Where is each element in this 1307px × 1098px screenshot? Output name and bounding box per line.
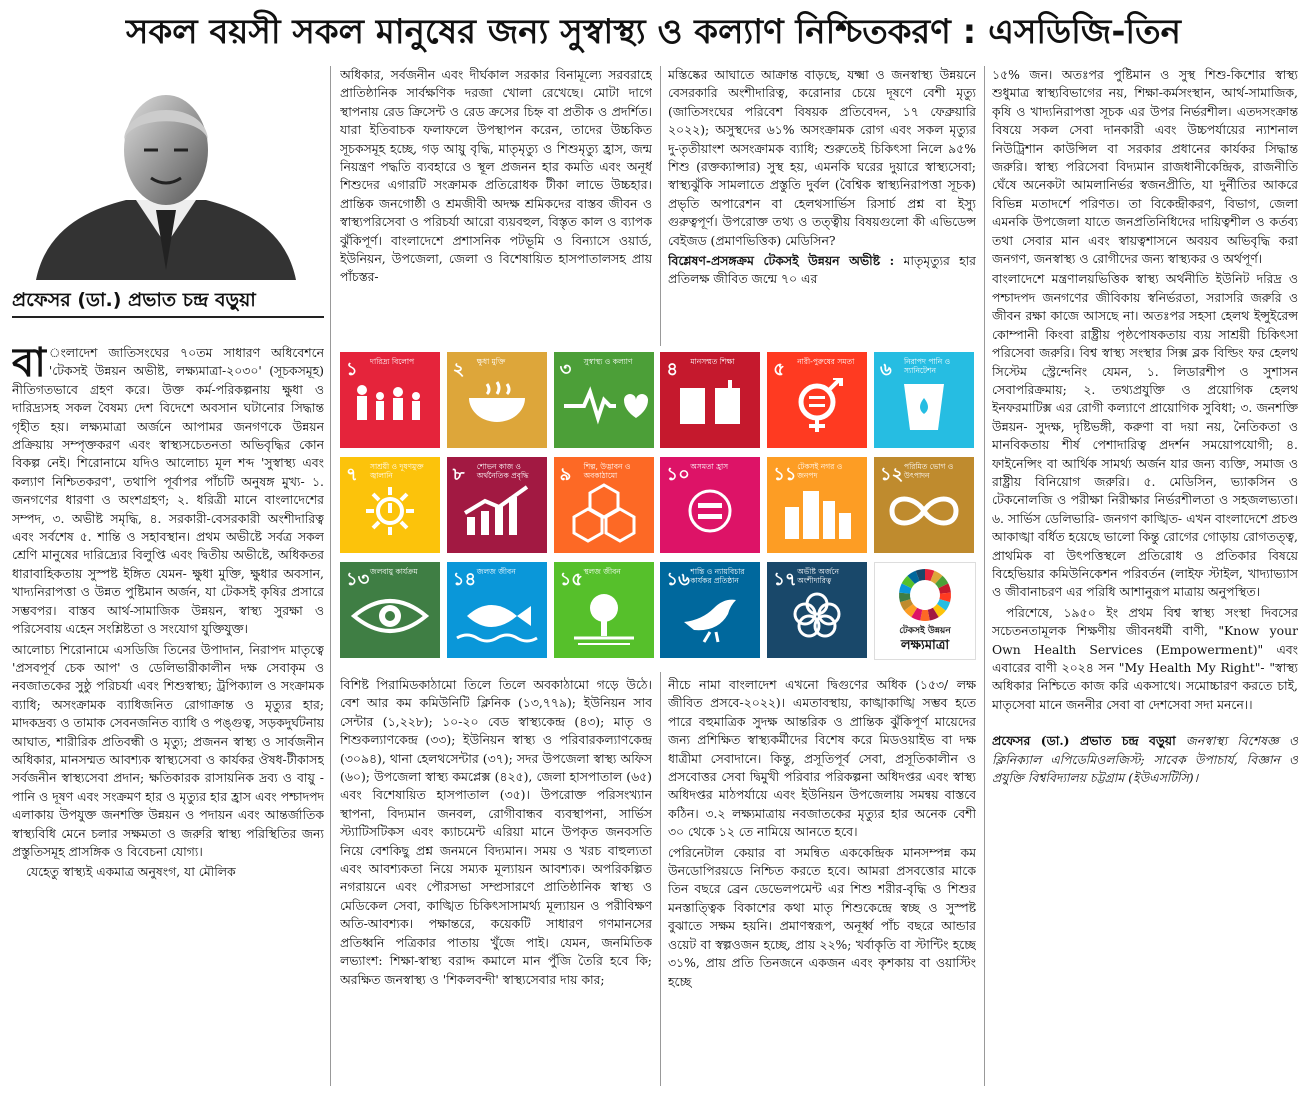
byline-divider [12,316,324,318]
sdg-number: ৪ [666,359,679,380]
column-2-top [340,66,652,348]
sdg-label: শিল্প, উদ্ভাবন ও অবকাঠামো [583,462,631,480]
cubes-icon [554,483,654,545]
dove-icon [660,588,760,650]
paragraph: নীচে নামা বাংলাদেশ এখনো দ্বিগুণের অধিক (১৫৩/ লক্ষ জীবিত প্রসবে-২০২২)। এমতাবস্থায়, কাঙ্খাকাঙ্খি সম্ভব হতে পারে বহুমাত্রিক সুদক্ষ আন্তরিক ও প্রান্তিক ঝুঁকিপূর্ণ মায়েদের জন্য প্রশিক্ষিত স্বাস্থ্যকর্মীদের বিশেষ করে মিডওয়াইভ বা দক্ষ ধাত্রীমা সেবাদানে। কিন্তু, প্রসূতিপূর্ব সেবা, প্রসূতিকালীন ও প্রসবোত্তর সেবা দ্বিমুখী পরিবার পরিকল্পনা অধিদপ্তর এবং স্বাস্থ্য অধিদপ্তর মাঠপর্যায়ে এবং ইউনিয়ন উপজেলায় সমন্বয় বাস্তবে কঠিন। ৩.২ লক্ষ্যমাত্রায় নবজাতকের মৃত্যুর হার অনেক বেশী ৩০ থেকে ১২ তে নামিয়ে আনতে হবে। [668,677,976,840]
sdg-number: ৩ [559,359,572,380]
sdg-number: ১২ [880,464,904,485]
sdg-number: ১১ [773,464,797,485]
sdg-number: ৯ [559,464,572,485]
sdg-label: অভীষ্ট অর্জনে অংশীদারিত্ব [797,567,839,585]
sdg-tile [447,562,547,658]
paragraph-text: ংলাদেশ জাতিসংঘের ৭০তম সাধারণ অধিবেশনে 'টেকসই উন্নয়ন অভীষ্ট, লক্ষ্যমাত্রা-২০৩০' (সূচকসমূহ) নীতিগতভাবে গ্রহণ করে। উক্ত কর্ম-পরিকল্পনায় ক্ষুধা ও দারিদ্র্যসহ সকল বৈষম্য দেশ বিদেশে অবসান ঘটানোর সিদ্ধান্ত গৃহীত হয়। লক্ষ্যমাত্রা অর্জনে আপামর জনগণকে উন্নয়ন প্রক্রিয়ায় সম্পৃক্তকরণ এবং স্বাস্থ্যসচেতনতা অভিবৃদ্ধির কোন বিকল্প নেই। শিরোনামে যদিও আলোচ্য মূল শব্দ 'সুস্বাস্থ্য এবং কল্যাণ নিশ্চিতকরণ', তথাপি পূর্বাপর পাঁচটি অনুষঙ্গ মুখ্য- ১. জনগণের ধারণা ও অংশগ্রহণ; ২. ধরিত্রী মানে বাংলাদেশের সম্পদ, ৩. অভীষ্ট সমৃদ্ধি, ৪. সরকারী-বেসরকারী অংশীদারিত্ব এবং সর্বশেষ ৫. শান্তি ও সহাবস্থান। প্রথম অভীষ্টে সর্বত্র সকল শ্রেণি মানুষের দারিদ্র্যের বিলুপ্তি এবং দ্বিতীয় অভীষ্টে, অধিকতর ধারাবাহিকতায় সুস্পষ্ট ইঙ্গিত যেমন- ক্ষুধা মুক্তি, ক্ষুধার অবসান, খাদ্যনিরাপত্তা ও উন্নত পুষ্টিমান অর্জন, যা টেকসই কৃষির প্রসারে সম্ভবপর। বাস্তব আর্থ-সামাজিক উন্নয়ন, স্বাস্থ্য সুরক্ষা ও পরিসেবায় এহেন সংশ্লিষ্টতা ও সংযোগ যুক্তিযুক্ত। [12,345,324,637]
sdg-label: ক্ষুধা মুক্তি [476,357,506,366]
sdg-wheel-icon [875,565,975,625]
sdg-number: ১৭ [773,569,797,590]
sdg-tile [447,457,547,553]
equality-icon [660,483,760,545]
sdg-label: জলজ জীবন [476,567,516,576]
signature-title: জনস্বাস্থ্য বিশেষজ্ঞ ও ক্লিনিক্যাল এপিডেমিওলজিস্ট; সাবেক উপাচার্য, বিজ্ঞান ও প্রযুক্তি বিশ্ববিদ্যালয় চট্টগ্রাম (ইউএসটিসি)। [992,733,1298,786]
sdg-tile [554,457,654,553]
sdg-number: ২ [452,359,465,380]
sdg-tile [340,352,440,448]
infinity-icon [874,483,974,545]
sdg-label: পরিমিত ভোগ ও উৎপাদন [904,462,954,480]
sdg-number: ১ [346,359,358,380]
drop-cap: বা [12,344,46,386]
paragraph [668,252,976,289]
sdg-number: ১৬ [666,569,690,590]
paragraph: অধিকার, সর্বজনীন এবং দীর্ঘকাল সরকার বিনামূল্যে সরবরাহে প্রাতিষ্ঠানিক সার্বক্ষণিক দরজা খোলা রেখেছে। মোটা দাগে স্থাপনায় রেড ক্রিসেন্ট ও রেড ক্রসের চিহ্ন বা প্রতীক ও প্রদর্শিত। যারা ইতিবাচক ফলাফলে উপস্থাপন করেন, তাদের উচ্চকিত সূচকসমূহ হচ্ছে, গড় আয়ু বৃদ্ধি, মাতৃমৃত্যু ও শিশুমৃত্যু হ্রাস, জন্ম নিয়ন্ত্রণ পদ্ধতি ব্যবহারে ও স্থূল প্রজনন হার কমতি এবং অনূর্ধ শিশুদের এগারটি সংক্রামক প্রতিরোধক টীকা লাভে উচ্চহার। প্রান্তিক জনগোষ্ঠী ও শ্রমজীবী অদক্ষ শ্রমিকদের বাস্তব জীবন ও স্বাস্থ্যপরিসেবা ও পরিচর্যা আরো ব্যয়বহুল, বিস্তৃত কাল ও ব্যাপক ঝুঁকিপূর্ণ। বাংলাদেশে প্রশাসনিক পটভূমি ও বিন্যাসে ওয়ার্ড, ইউনিয়ন, উপজেলা, জেলা ও বিশেষায়িত হাসপাতালসহ প্রায় পাঁচস্তর- [340,67,652,285]
sdg-tile [340,562,440,658]
signature-name: প্রফেসর (ডা.) প্রভাত চন্দ্র বড়ুয়া [992,733,1176,749]
sdg-label: জলবায়ু কার্যক্রম [370,567,418,576]
people-icon [340,378,440,440]
sdg-tile [340,457,440,553]
sdg-number: ৮ [452,464,465,485]
tree-icon [554,588,654,650]
paragraph [12,344,324,639]
sdg-tile [767,457,867,553]
sdg-label: স্থলজ জীবন [583,567,621,576]
sdg-label: সাশ্রয়ী ও দূষণমুক্ত জ্বালানি [370,462,424,480]
sdg-tile [874,457,974,553]
column-4 [992,66,1298,1088]
sdg-label: শোভন কাজ ও অর্থনৈতিক প্রবৃদ্ধি [476,462,529,480]
sdg-number: ৬ [880,359,892,380]
column-divider [660,672,661,1086]
paragraph-text: মাতৃমৃত্যুর হার প্রতিলক্ষ জীবিত জন্মে ৭০ এর [668,253,976,287]
sdg-label: দারিদ্র্য বিলোপ [370,357,415,366]
sdg-tile [660,352,760,448]
paragraph: যেহেতু স্বাস্থ্যই একমাত্র অনুষংগ, যা মৌলিক [26,864,236,880]
sdg-logo-tile [874,562,976,660]
sdg-tile [767,562,867,658]
author-signature [992,732,1298,787]
sdg-goals-grid [340,352,974,664]
bowl-icon [447,378,547,440]
paragraph: মস্তিষ্কের আঘাতে আক্রান্ত বাড়ছে, যক্ষ্মা ও জনস্বাস্থ্য উন্নয়নে বেসরকারি অংশীদারিত্ব, করোনার চেয়ে দূষণে বেশী মৃত্যু (জাতিসংঘের পরিবেশ বিষয়ক প্রতিবেদন, ১৭ ফেব্রুয়ারি ২০২২); অসুস্থদের ৬১% অসংক্রামক রোগ এবং সকল মৃত্যুর দু-তৃতীয়াংশ অসংক্রামক ব্যাধি; শুরুতেই চিকিৎসা নিলে ৯৫% শিশু (রক্তক্যান্সার) সুস্থ হয়, এমনকি ঘরের দুয়ারে স্বাস্থ্যসেবা; স্বাস্থ্যঝুঁকি সামলাতে প্রস্তুতি দুর্বল (বৈশ্বিক স্বাস্থ্যনিরাপত্তা সূচক) প্রভৃতি অপারেশন বা হেলথসার্ভিস রিসার্চ প্রশ্ন বা ইস্যু গুরুত্বপূর্ণ। উপরোক্ত তথ্য ও তত্ত্বীয় বিষয়গুলো কী এভিডেন্স বেইজড (প্রমাণভিত্তিক) মেডিসিন? [668,67,976,248]
sdg-label: অসমতা হ্রাস [690,462,729,471]
sdg-tile [660,457,760,553]
column-2-bottom [340,676,652,1088]
sdg-number: ১০ [666,464,690,485]
sdg-number: ১৫ [559,569,583,590]
author-portrait-image [16,70,316,280]
sdg-label: নারী-পুরুষের সমতা [797,357,855,366]
logo-title: লক্ষ্যমাত্রা [900,638,950,653]
heartbeat-icon [554,378,654,440]
growth-chart-icon [447,483,547,545]
sdg-tile [874,352,974,448]
column-divider [330,66,331,1086]
subhead: বিশ্লেষণ-প্রসঙ্গক্রম টেকসই উন্নয়ন অভীষ্ট : [668,253,895,269]
column-3-top [668,66,976,348]
column-1 [12,344,324,1088]
city-icon [767,483,867,545]
paragraph: পরিশেষে, ১৯৫০ ইং প্রথম বিশ্ব স্বাস্থ্য সংস্থা দিবসের সচেতনতামূলক শিক্ষণীয় জীবনধর্মী বাণী, "Know your Own Health Services (Empowerment)" এবং এবারের বাণী ২০২৪ সন "My Health My Right"- "স্বাস্থ্য অধিকার নিশ্চিতে কাজ করি একসাথে। সমোচ্চারণ করতে চাই, মাতৃসেবা মানে জননীর সেবা বা দেশসেবা সদা মননে।। [992,604,1298,712]
sdg-tile [660,562,760,658]
sdg-number: ১৩ [346,569,370,590]
paragraph: পেরিনেটাল কেয়ার বা সমন্বিত এককেন্দ্রিক মানসম্পন্ন কম উনডোপিরয়ডে নিশ্চিত করতে হবে। আমরা প্রসবত্তোর মাকে তিন বছরে ব্রেন ডেভেলপমেন্ট এর শিশু শরীর-বৃদ্ধি ও শিশুর মনস্তাত্ত্বিক বিকাশের কথা মাতৃ শিশুকেন্দ্রে স্বচ্ছ ও সুস্পষ্ট বুঝাতে সক্ষম হয়নি। প্রমাণস্বরূপ, অনূর্ধ্ব পাঁচ বছরে আন্ডার ওয়েট বা স্বল্পওজন হচ্ছে, প্রায় ২২%; খর্বাকৃতি বা স্টান্টিং হচ্ছে ৩১%, প্রায় প্রতি তিনজনে একজন এবং কৃশকায় বা ওয়াস্টিং হচ্ছে [668,844,976,989]
author-name: প্রফেসর (ডা.) প্রভাত চন্দ্র বড়ুয়া [12,289,256,311]
sdg-label: টেকসই নগর ও জনপদ [797,462,843,480]
sdg-tile [554,352,654,448]
fish-icon [447,588,547,650]
gender-icon [767,378,867,440]
column-divider [984,66,985,1086]
rings-icon [767,588,867,650]
sdg-number: ৫ [773,359,785,380]
sdg-label: সুস্বাস্থ্য ও কল্যাণ [583,357,633,366]
logo-caption: টেকসই উন্নয়ন [899,626,951,636]
sdg-label: শান্তি ও ন্যায়বিচার কার্যকর প্রতিষ্ঠান [690,567,745,585]
sdg-tile [447,352,547,448]
column-divider [660,66,661,346]
column-3-bottom [668,676,976,1088]
water-glass-icon [874,378,974,440]
sdg-tile [554,562,654,658]
eye-earth-icon [340,588,440,650]
sdg-number: ১৪ [452,569,477,590]
author-portrait [16,70,316,280]
book-icon [660,378,760,440]
headline: সকল বয়সী সকল মানুষের জন্য সুস্বাস্থ্য ও কল্যাণ নিশ্চিতকরণ : এসডিজি-তিন [126,12,1181,52]
paragraph: বাংলাদেশে মন্ত্রণালয়ভিত্তিক স্বাস্থ্য অর্থনীতি ইউনিট দরিদ্র ও পশ্চাদপদ জনগণের জীবিকায় স্বনির্ভরতা, সরাসরি জরুরি ও জীবন রক্ষা কাজে আসছে না। অতঃপর সহসা হেলথ ইন্সুইরেন্স কোম্পানী কিংবা রাষ্ট্রীয় পৃষ্ঠপোষকতায় ব্যয় সাশ্রয়ী চিকিৎসা পরিসেবা জরুরি। বিশ্ব স্বাস্থ্য সংস্থার সিক্স ব্লক বিল্ডিং ফর হেলথ সিস্টেম স্ট্রেন্দেনিং যেমন, ১. লিডারশীপ ও সুশাসন সেবাপরিক্রমায়; ২. তথ্যপ্রযুক্তি ও প্রয়োগিক হেলথ ইনফরমাটিক্স এর রোগী কল্যাণে প্রায়োগিক সুবিধা; ৩. জনশক্তি উন্নয়ন- সুদক্ষ, দৃষ্টিভঙ্গী, করুণা বা দয়া নয়, নৈতিকতা ও মানবিকতায় শীর্ষ পেশাদারিত্ব প্রদর্শন সময়োপযোগী; ৪. ফাইনেন্সিং বা আর্থিক সামর্থ্য অর্জন যার জন্য ব্যক্তি, সমাজ ও রাষ্ট্রীয় বিনিয়োগ জরুরি। ৫. মেডিসিন, ভ্যাকসিন ও টেকনোলজি ও পরীক্ষা নিরীক্ষার নির্ভরশীলতা ও সহজলভ্যতা। ৬. সার্ভিস ডেলিভারি- জনগণ কাঙ্খিত- এখন বাংলাদেশে প্রচণ্ড আকাঙ্খা বর্ধিত হয়েছে ভালো কিন্তু রোগের গোড়ায় রোগতত্ত্ব, প্রাথমিক বা উৎপত্তিস্থলে প্রতিরোধ ও প্রতিকার বিষয়ে বিহেভিয়ার কমিউনিকেশন পরিবর্তন (লাইফ স্টাইল, খাদ্যাভ্যাস ও জীবানাচরণ এর পরিধি আশানুরূপ মাত্রায় অনুপস্থিত। [992,271,1298,600]
sdg-tile [767,352,867,448]
sdg-number: ৭ [346,464,358,485]
paragraph: ১৫% জন। অতঃপর পুষ্টিমান ও সুস্থ শিশু-কিশোর স্বাস্থ্য শুধুমাত্র স্বাস্থ্যবিভাগের নয়, শিক্ষা-কর্মসংস্থান, আর্থ-সামাজিক, কৃষি ও খাদ্যনিরাপত্তা সূচক এর উপর নির্ভরশীল। এতদসংক্রান্ত বিষয়ে সকল সেবা দানকারী এবং উচ্চপর্যায়ের ন্যাশনাল নিউট্রিশান কাউন্সিল বা সরকার প্রধানের কার্যকর সিদ্ধান্ত জরুরি। স্বাস্থ্য পরিসেবা বিদ্যমান রাজধানীকেন্দ্রিক, রাজনীতি ঘেঁষে অনেকটা আমলানির্ভর স্বজনপ্রীতি, যা দুর্নীতির আকরে বিভিন্ন মতাদর্শে পরিণত। তা বিকেন্দ্রীকরণ, বিভাগ, জেলা এমনকি উপজেলা যাতে জনপ্রতিনিধিদের দায়িত্বশীল ও কর্তব্য তথা সেবার মান এবং স্বায়ত্বশাসনে অবয়ব অভিবৃদ্ধি করা জনগণ, জনস্বাস্থ্য ও রোগীদের জন্য স্বাস্থ্যকর ও অর্থপূর্ণ। [992,67,1298,267]
sun-power-icon [340,483,440,545]
sdg-label: মানসম্মত শিক্ষা [690,357,735,366]
paragraph: আলোচ্য শিরোনামে এসডিজি তিনের উপাদান, নিরাপদ মাতৃত্বে 'প্রসবপূর্ব চেক আপ' ও ডেলিভারীকালীন দক্ষ সেবাকৃম ও নবজাতকের সুষ্ঠু পরিচর্যা এবং শিশুস্বাস্থ্য; ট্রপিক্যাল ও সংক্রামক ব্যাধি; অসংক্রামক ব্যাধিজনিত রোগাক্রান্ত ও মৃত্যুর হার; মাদকদ্রব্য ও তামাক সেবনজনিত ব্যাধি ও পঙ্গুত্ব, সড়কদুর্ঘটনায় আঘাত, শারীরিক প্রতিবন্ধী ও মৃত্যু; প্রজনন স্বাস্থ্য ও সার্বজনীন অধিকার, মানসম্মত আবশ্যক স্বাস্থ্যসেবা ও কার্যকর ঔষধ-টীকাসহ সর্বজনীন স্বাস্থ্যসেবা প্রদান; ক্ষতিকারক রাসায়নিক দ্রব্য ও বায়ু - পানি ও দূষণ এবং সংক্রমণ হার ও মৃত্যুর হার হ্রাস এবং পশ্চাদপদ এলাকায় উপযুক্ত জনশক্তি উন্নয়ন ও পদায়ন এবং আন্তর্জাতিক স্বাস্থ্যবিধি মেনে চলার সক্ষমতা ও জরুরি স্বাস্থ্য পরিস্থিতির জন্য প্রস্তুতিসমূহ প্রাসঙ্গিক ও বিবেচনা যোগ্য। [12,641,324,859]
paragraph: বিশিষ্ট পিরামিডকাঠামো তিলে তিলে অবকাঠামো গড়ে উঠে। বেশ আর কম কমিউনিটি ক্লিনিক (১৩,৭৭৯); ইউনিয়ন সাব সেন্টার (১,২২৮); ১০-২০ বেড স্বাস্থ্যকেন্দ্র (৪৩); মাতৃ ও শিশুকল্যাণকেন্দ্র (৩৩); ইউনিয়ন স্বাস্থ্য ও পরিবারকল্যাণকেন্দ্র (৩০৯৪), থানা হেলথসেন্টার (৩৭); সদর উপজেলা স্বাস্থ্য অফিস (৬০); উপজেলা স্বাস্থ্য কমপ্লেক্স (৪২৫), জেলা হাসপাতাল (৬৫) এবং বিশেষায়িত হাসপাতাল (৩৫)। উপরোক্ত পরিসংখ্যান স্থাপনা, বিদ্যমান জনবল, রোগীবান্ধব ব্যবস্থাপনা, সার্ভিস স্ট্যাটিসটিকস এবং ক্যাচমেন্ট এরিয়া মানে উপকৃত জনবসতি নিয়ে বেশকিছু প্রশ্ন জনমনে বিদ্যমান। সময় ও খরচ বাহুল্যতা এবং আবশ্যকতা নিয়ে সম্যক মূল্যায়ন আবশ্যক। অপরিকল্পিত নগরায়নে এবং পৌরসভা সম্প্রসারণে প্রাতিষ্ঠানিক স্বাস্থ্য ও মেডিকেল সেবা, কাঙ্খিত চিকিৎসাসামর্থ্য মূল্যায়ন ও পরীবিক্ষণ অতি-আবশ্যক। পক্ষান্তরে, কয়েকটি সাধারণ গণমানসের প্রতিধ্বনি পত্রিকার পাতায় খুঁজে পাই। যেমন, জনমিতিক লভ্যাংশ: শিক্ষা-স্বাস্থ্য বরাদ্দ কমালে মান পুঁজি তৈরি হবে কি; অরক্ষিত জনস্বাস্থ্য ও 'শিকলবন্দী' স্বাস্থ্যসেবার দায় কার; [340,677,652,987]
sdg-label: নিরাপদ পানি ও স্যানিটেশন [904,357,951,375]
